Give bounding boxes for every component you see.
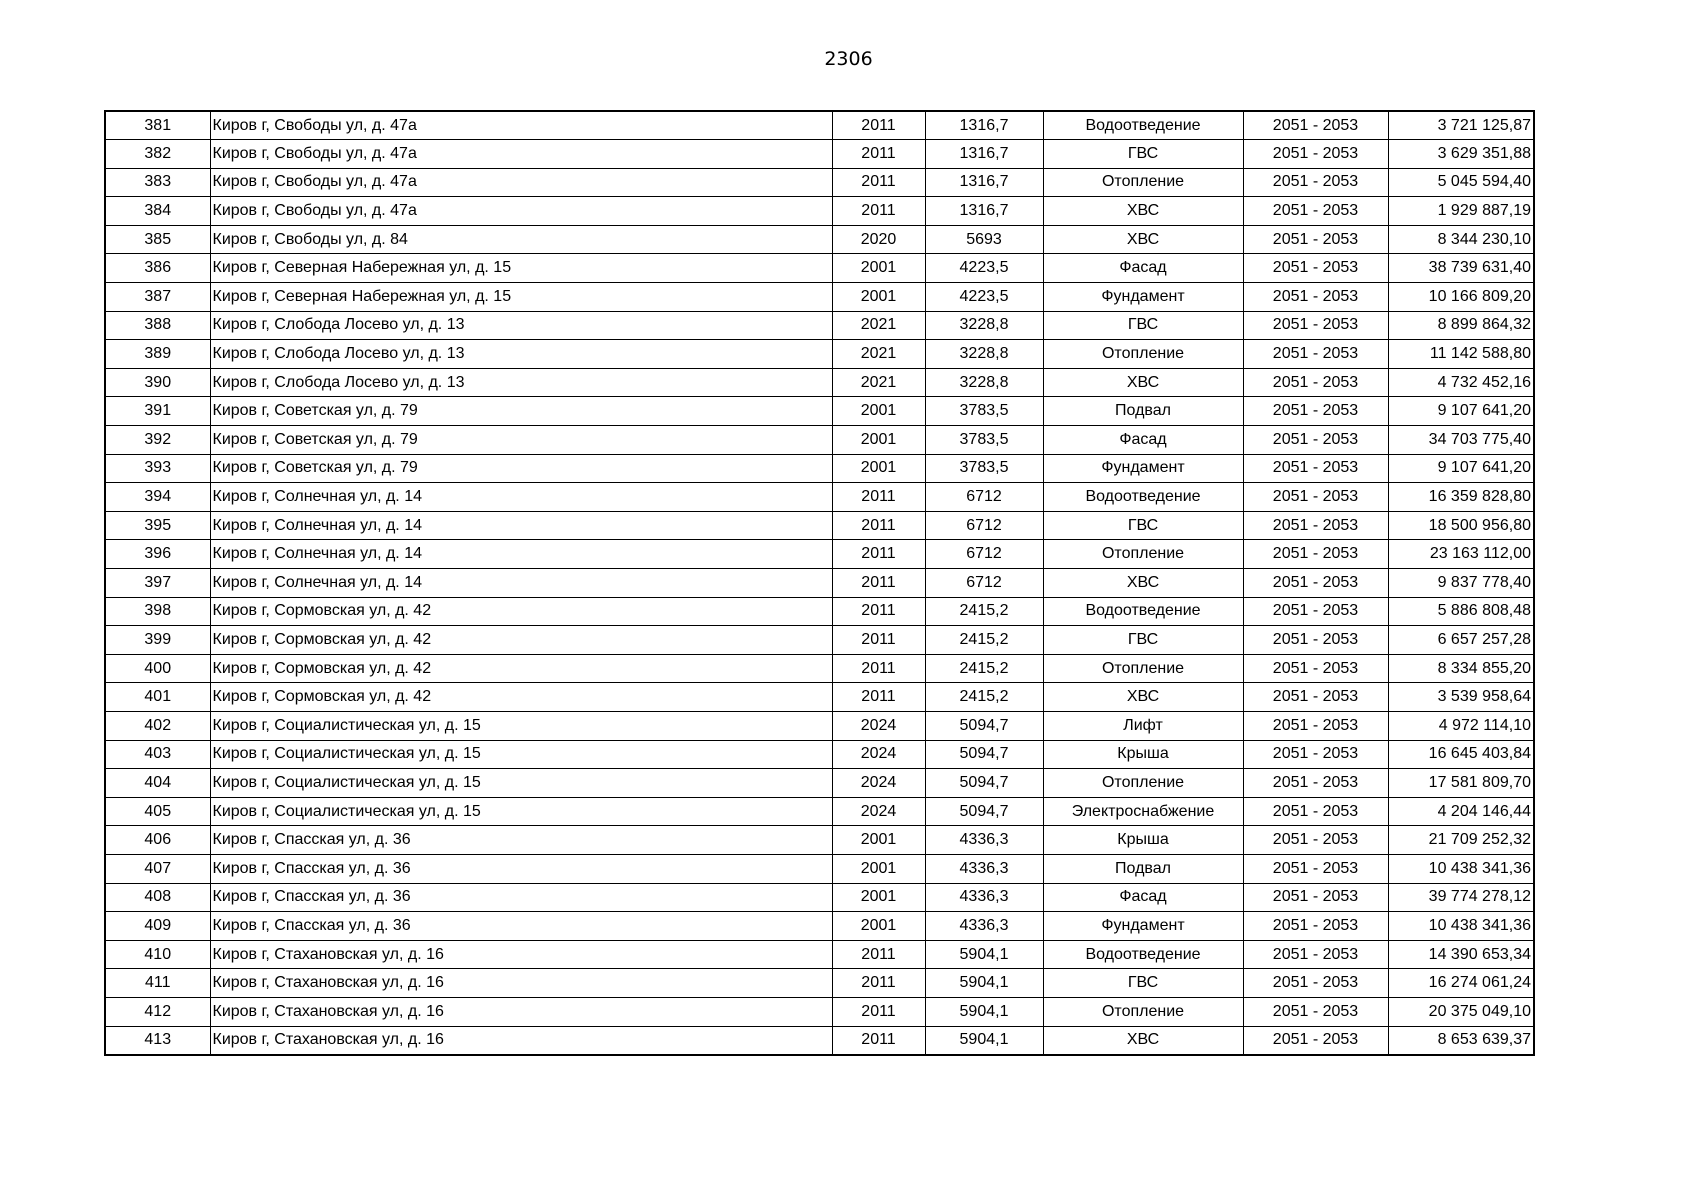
work-type-cell: Водоотведение [1043, 111, 1243, 140]
address-cell: Киров г, Стахановская ул, д. 16 [210, 1026, 832, 1055]
address-cell: Киров г, Социалистическая ул, д. 15 [210, 797, 832, 826]
cost-cell: 10 438 341,36 [1388, 912, 1534, 941]
work-type-cell: Лифт [1043, 711, 1243, 740]
table-row [105, 683, 1534, 712]
page-number: 2306 [824, 48, 873, 70]
row-number-cell: 391 [105, 397, 210, 426]
cost-cell: 11 142 588,80 [1388, 340, 1534, 369]
table-row [105, 969, 1534, 998]
cost-cell: 16 274 061,24 [1388, 969, 1534, 998]
work-type-cell: Фундамент [1043, 454, 1243, 483]
year-cell: 2001 [832, 397, 925, 426]
year-cell: 2001 [832, 426, 925, 455]
area-cell: 6712 [925, 483, 1043, 512]
area-cell: 5904,1 [925, 940, 1043, 969]
work-type-cell: Подвал [1043, 397, 1243, 426]
year-cell: 2011 [832, 997, 925, 1026]
area-cell: 2415,2 [925, 626, 1043, 655]
cost-cell: 23 163 112,00 [1388, 540, 1534, 569]
work-type-cell: ГВС [1043, 311, 1243, 340]
row-number-cell: 408 [105, 883, 210, 912]
cost-cell: 8 344 230,10 [1388, 225, 1534, 254]
table-row [105, 569, 1534, 598]
row-number-cell: 393 [105, 454, 210, 483]
period-cell: 2051 - 2053 [1243, 454, 1388, 483]
area-cell: 3228,8 [925, 340, 1043, 369]
cost-cell: 1 929 887,19 [1388, 197, 1534, 226]
row-number-cell: 383 [105, 168, 210, 197]
row-number-cell: 384 [105, 197, 210, 226]
address-cell: Киров г, Солнечная ул, д. 14 [210, 511, 832, 540]
cost-cell: 3 539 958,64 [1388, 683, 1534, 712]
cost-cell: 5 045 594,40 [1388, 168, 1534, 197]
year-cell: 2011 [832, 483, 925, 512]
address-cell: Киров г, Спасская ул, д. 36 [210, 883, 832, 912]
work-type-cell: ХВС [1043, 197, 1243, 226]
cost-cell: 6 657 257,28 [1388, 626, 1534, 655]
period-cell: 2051 - 2053 [1243, 997, 1388, 1026]
row-number-cell: 412 [105, 997, 210, 1026]
area-cell: 6712 [925, 540, 1043, 569]
period-cell: 2051 - 2053 [1243, 254, 1388, 283]
table-row [105, 711, 1534, 740]
period-cell: 2051 - 2053 [1243, 940, 1388, 969]
row-number-cell: 411 [105, 969, 210, 998]
row-number-cell: 410 [105, 940, 210, 969]
period-cell: 2051 - 2053 [1243, 368, 1388, 397]
row-number-cell: 401 [105, 683, 210, 712]
period-cell: 2051 - 2053 [1243, 654, 1388, 683]
address-cell: Киров г, Северная Набережная ул, д. 15 [210, 283, 832, 312]
period-cell: 2051 - 2053 [1243, 340, 1388, 369]
period-cell: 2051 - 2053 [1243, 797, 1388, 826]
table-row [105, 597, 1534, 626]
cost-cell: 10 438 341,36 [1388, 854, 1534, 883]
table-row [105, 254, 1534, 283]
row-number-cell: 381 [105, 111, 210, 140]
work-type-cell: Фасад [1043, 254, 1243, 283]
year-cell: 2024 [832, 797, 925, 826]
cost-cell: 16 359 828,80 [1388, 483, 1534, 512]
period-cell: 2051 - 2053 [1243, 769, 1388, 798]
address-cell: Киров г, Сормовская ул, д. 42 [210, 683, 832, 712]
work-type-cell: ХВС [1043, 569, 1243, 598]
work-type-cell: ХВС [1043, 368, 1243, 397]
area-cell: 3228,8 [925, 311, 1043, 340]
area-cell: 5693 [925, 225, 1043, 254]
table-row [105, 912, 1534, 941]
year-cell: 2011 [832, 540, 925, 569]
work-type-cell: Электроснабжение [1043, 797, 1243, 826]
year-cell: 2011 [832, 683, 925, 712]
table-row [105, 826, 1534, 855]
table-row [105, 168, 1534, 197]
address-cell: Киров г, Солнечная ул, д. 14 [210, 540, 832, 569]
year-cell: 2001 [832, 826, 925, 855]
repair-schedule-table [104, 110, 1535, 1056]
period-cell: 2051 - 2053 [1243, 683, 1388, 712]
area-cell: 2415,2 [925, 597, 1043, 626]
work-type-cell: ГВС [1043, 969, 1243, 998]
work-type-cell: Водоотведение [1043, 597, 1243, 626]
year-cell: 2001 [832, 283, 925, 312]
year-cell: 2001 [832, 854, 925, 883]
work-type-cell: Водоотведение [1043, 940, 1243, 969]
row-number-cell: 389 [105, 340, 210, 369]
row-number-cell: 407 [105, 854, 210, 883]
table-row [105, 111, 1534, 140]
year-cell: 2021 [832, 340, 925, 369]
year-cell: 2011 [832, 511, 925, 540]
address-cell: Киров г, Слобода Лосево ул, д. 13 [210, 368, 832, 397]
address-cell: Киров г, Солнечная ул, д. 14 [210, 483, 832, 512]
cost-cell: 38 739 631,40 [1388, 254, 1534, 283]
area-cell: 4336,3 [925, 826, 1043, 855]
address-cell: Киров г, Свободы ул, д. 47а [210, 111, 832, 140]
table-row [105, 997, 1534, 1026]
row-number-cell: 382 [105, 140, 210, 169]
cost-cell: 20 375 049,10 [1388, 997, 1534, 1026]
area-cell: 1316,7 [925, 168, 1043, 197]
address-cell: Киров г, Сормовская ул, д. 42 [210, 654, 832, 683]
cost-cell: 9 107 641,20 [1388, 454, 1534, 483]
year-cell: 2024 [832, 740, 925, 769]
address-cell: Киров г, Стахановская ул, д. 16 [210, 940, 832, 969]
table-row [105, 426, 1534, 455]
period-cell: 2051 - 2053 [1243, 511, 1388, 540]
work-type-cell: Отопление [1043, 997, 1243, 1026]
year-cell: 2001 [832, 912, 925, 941]
period-cell: 2051 - 2053 [1243, 111, 1388, 140]
row-number-cell: 396 [105, 540, 210, 569]
period-cell: 2051 - 2053 [1243, 854, 1388, 883]
row-number-cell: 388 [105, 311, 210, 340]
row-number-cell: 390 [105, 368, 210, 397]
year-cell: 2011 [832, 626, 925, 655]
address-cell: Киров г, Солнечная ул, д. 14 [210, 569, 832, 598]
address-cell: Киров г, Советская ул, д. 79 [210, 426, 832, 455]
row-number-cell: 406 [105, 826, 210, 855]
cost-cell: 4 732 452,16 [1388, 368, 1534, 397]
period-cell: 2051 - 2053 [1243, 597, 1388, 626]
year-cell: 2011 [832, 969, 925, 998]
period-cell: 2051 - 2053 [1243, 711, 1388, 740]
area-cell: 1316,7 [925, 140, 1043, 169]
address-cell: Киров г, Свободы ул, д. 47а [210, 168, 832, 197]
table-row [105, 854, 1534, 883]
address-cell: Киров г, Сормовская ул, д. 42 [210, 597, 832, 626]
row-number-cell: 402 [105, 711, 210, 740]
row-number-cell: 413 [105, 1026, 210, 1055]
period-cell: 2051 - 2053 [1243, 626, 1388, 655]
address-cell: Киров г, Спасская ул, д. 36 [210, 912, 832, 941]
area-cell: 4223,5 [925, 254, 1043, 283]
work-type-cell: Подвал [1043, 854, 1243, 883]
year-cell: 2011 [832, 111, 925, 140]
area-cell: 5094,7 [925, 740, 1043, 769]
year-cell: 2024 [832, 769, 925, 798]
table-row [105, 368, 1534, 397]
cost-cell: 16 645 403,84 [1388, 740, 1534, 769]
area-cell: 3783,5 [925, 454, 1043, 483]
address-cell: Киров г, Советская ул, д. 79 [210, 397, 832, 426]
table-row [105, 397, 1534, 426]
row-number-cell: 403 [105, 740, 210, 769]
work-type-cell: Фундамент [1043, 283, 1243, 312]
period-cell: 2051 - 2053 [1243, 569, 1388, 598]
area-cell: 4336,3 [925, 854, 1043, 883]
period-cell: 2051 - 2053 [1243, 740, 1388, 769]
year-cell: 2011 [832, 197, 925, 226]
year-cell: 2011 [832, 140, 925, 169]
area-cell: 5904,1 [925, 997, 1043, 1026]
table-row [105, 511, 1534, 540]
table-row [105, 197, 1534, 226]
year-cell: 2011 [832, 168, 925, 197]
cost-cell: 4 972 114,10 [1388, 711, 1534, 740]
year-cell: 2001 [832, 454, 925, 483]
work-type-cell: ХВС [1043, 225, 1243, 254]
year-cell: 2011 [832, 940, 925, 969]
table-row [105, 740, 1534, 769]
work-type-cell: Отопление [1043, 769, 1243, 798]
table-row [105, 311, 1534, 340]
table-row [105, 940, 1534, 969]
row-number-cell: 395 [105, 511, 210, 540]
table-row [105, 883, 1534, 912]
cost-cell: 39 774 278,12 [1388, 883, 1534, 912]
area-cell: 5094,7 [925, 769, 1043, 798]
area-cell: 4336,3 [925, 883, 1043, 912]
table-row [105, 797, 1534, 826]
row-number-cell: 405 [105, 797, 210, 826]
period-cell: 2051 - 2053 [1243, 1026, 1388, 1055]
table-row [105, 340, 1534, 369]
address-cell: Киров г, Социалистическая ул, д. 15 [210, 711, 832, 740]
table-row [105, 283, 1534, 312]
work-type-cell: Отопление [1043, 654, 1243, 683]
address-cell: Киров г, Стахановская ул, д. 16 [210, 997, 832, 1026]
work-type-cell: Фундамент [1043, 912, 1243, 941]
work-type-cell: Отопление [1043, 340, 1243, 369]
year-cell: 2011 [832, 597, 925, 626]
area-cell: 5904,1 [925, 969, 1043, 998]
address-cell: Киров г, Социалистическая ул, д. 15 [210, 740, 832, 769]
period-cell: 2051 - 2053 [1243, 426, 1388, 455]
area-cell: 3783,5 [925, 426, 1043, 455]
address-cell: Киров г, Слобода Лосево ул, д. 13 [210, 340, 832, 369]
row-number-cell: 385 [105, 225, 210, 254]
area-cell: 1316,7 [925, 197, 1043, 226]
year-cell: 2021 [832, 311, 925, 340]
area-cell: 1316,7 [925, 111, 1043, 140]
work-type-cell: Фасад [1043, 426, 1243, 455]
area-cell: 2415,2 [925, 683, 1043, 712]
address-cell: Киров г, Сормовская ул, д. 42 [210, 626, 832, 655]
period-cell: 2051 - 2053 [1243, 225, 1388, 254]
year-cell: 2021 [832, 368, 925, 397]
area-cell: 4223,5 [925, 283, 1043, 312]
address-cell: Киров г, Спасская ул, д. 36 [210, 826, 832, 855]
cost-cell: 21 709 252,32 [1388, 826, 1534, 855]
table-row [105, 769, 1534, 798]
address-cell: Киров г, Свободы ул, д. 47а [210, 140, 832, 169]
cost-cell: 8 899 864,32 [1388, 311, 1534, 340]
address-cell: Киров г, Слобода Лосево ул, д. 13 [210, 311, 832, 340]
table-row [105, 626, 1534, 655]
year-cell: 2011 [832, 654, 925, 683]
work-type-cell: Отопление [1043, 540, 1243, 569]
row-number-cell: 400 [105, 654, 210, 683]
area-cell: 3783,5 [925, 397, 1043, 426]
cost-cell: 10 166 809,20 [1388, 283, 1534, 312]
work-type-cell: ХВС [1043, 683, 1243, 712]
area-cell: 2415,2 [925, 654, 1043, 683]
work-type-cell: ХВС [1043, 1026, 1243, 1055]
area-cell: 3228,8 [925, 368, 1043, 397]
table-row [105, 483, 1534, 512]
period-cell: 2051 - 2053 [1243, 311, 1388, 340]
address-cell: Киров г, Спасская ул, д. 36 [210, 854, 832, 883]
cost-cell: 14 390 653,34 [1388, 940, 1534, 969]
table-row [105, 454, 1534, 483]
period-cell: 2051 - 2053 [1243, 140, 1388, 169]
work-type-cell: Водоотведение [1043, 483, 1243, 512]
table-body [105, 111, 1534, 1055]
period-cell: 2051 - 2053 [1243, 826, 1388, 855]
cost-cell: 4 204 146,44 [1388, 797, 1534, 826]
year-cell: 2024 [832, 711, 925, 740]
row-number-cell: 399 [105, 626, 210, 655]
cost-cell: 9 837 778,40 [1388, 569, 1534, 598]
table-row [105, 140, 1534, 169]
address-cell: Киров г, Советская ул, д. 79 [210, 454, 832, 483]
year-cell: 2011 [832, 569, 925, 598]
year-cell: 2001 [832, 254, 925, 283]
work-type-cell: Фасад [1043, 883, 1243, 912]
row-number-cell: 397 [105, 569, 210, 598]
row-number-cell: 386 [105, 254, 210, 283]
period-cell: 2051 - 2053 [1243, 397, 1388, 426]
cost-cell: 8 653 639,37 [1388, 1026, 1534, 1055]
area-cell: 6712 [925, 511, 1043, 540]
address-cell: Киров г, Свободы ул, д. 84 [210, 225, 832, 254]
period-cell: 2051 - 2053 [1243, 540, 1388, 569]
year-cell: 2011 [832, 1026, 925, 1055]
period-cell: 2051 - 2053 [1243, 197, 1388, 226]
row-number-cell: 387 [105, 283, 210, 312]
address-cell: Киров г, Северная Набережная ул, д. 15 [210, 254, 832, 283]
row-number-cell: 392 [105, 426, 210, 455]
row-number-cell: 398 [105, 597, 210, 626]
area-cell: 6712 [925, 569, 1043, 598]
row-number-cell: 409 [105, 912, 210, 941]
cost-cell: 17 581 809,70 [1388, 769, 1534, 798]
cost-cell: 9 107 641,20 [1388, 397, 1534, 426]
work-type-cell: Крыша [1043, 740, 1243, 769]
work-type-cell: ГВС [1043, 511, 1243, 540]
area-cell: 5094,7 [925, 797, 1043, 826]
work-type-cell: Отопление [1043, 168, 1243, 197]
work-type-cell: ГВС [1043, 140, 1243, 169]
address-cell: Киров г, Стахановская ул, д. 16 [210, 969, 832, 998]
work-type-cell: ГВС [1043, 626, 1243, 655]
cost-cell: 3 721 125,87 [1388, 111, 1534, 140]
period-cell: 2051 - 2053 [1243, 912, 1388, 941]
area-cell: 4336,3 [925, 912, 1043, 941]
cost-cell: 5 886 808,48 [1388, 597, 1534, 626]
work-type-cell: Крыша [1043, 826, 1243, 855]
period-cell: 2051 - 2053 [1243, 883, 1388, 912]
table-row [105, 540, 1534, 569]
cost-cell: 3 629 351,88 [1388, 140, 1534, 169]
year-cell: 2001 [832, 883, 925, 912]
year-cell: 2020 [832, 225, 925, 254]
area-cell: 5094,7 [925, 711, 1043, 740]
table-row [105, 1026, 1534, 1055]
period-cell: 2051 - 2053 [1243, 969, 1388, 998]
period-cell: 2051 - 2053 [1243, 168, 1388, 197]
address-cell: Киров г, Свободы ул, д. 47а [210, 197, 832, 226]
address-cell: Киров г, Социалистическая ул, д. 15 [210, 769, 832, 798]
cost-cell: 8 334 855,20 [1388, 654, 1534, 683]
period-cell: 2051 - 2053 [1243, 283, 1388, 312]
table-row [105, 654, 1534, 683]
row-number-cell: 404 [105, 769, 210, 798]
area-cell: 5904,1 [925, 1026, 1043, 1055]
table-row [105, 225, 1534, 254]
period-cell: 2051 - 2053 [1243, 483, 1388, 512]
cost-cell: 18 500 956,80 [1388, 511, 1534, 540]
cost-cell: 34 703 775,40 [1388, 426, 1534, 455]
row-number-cell: 394 [105, 483, 210, 512]
